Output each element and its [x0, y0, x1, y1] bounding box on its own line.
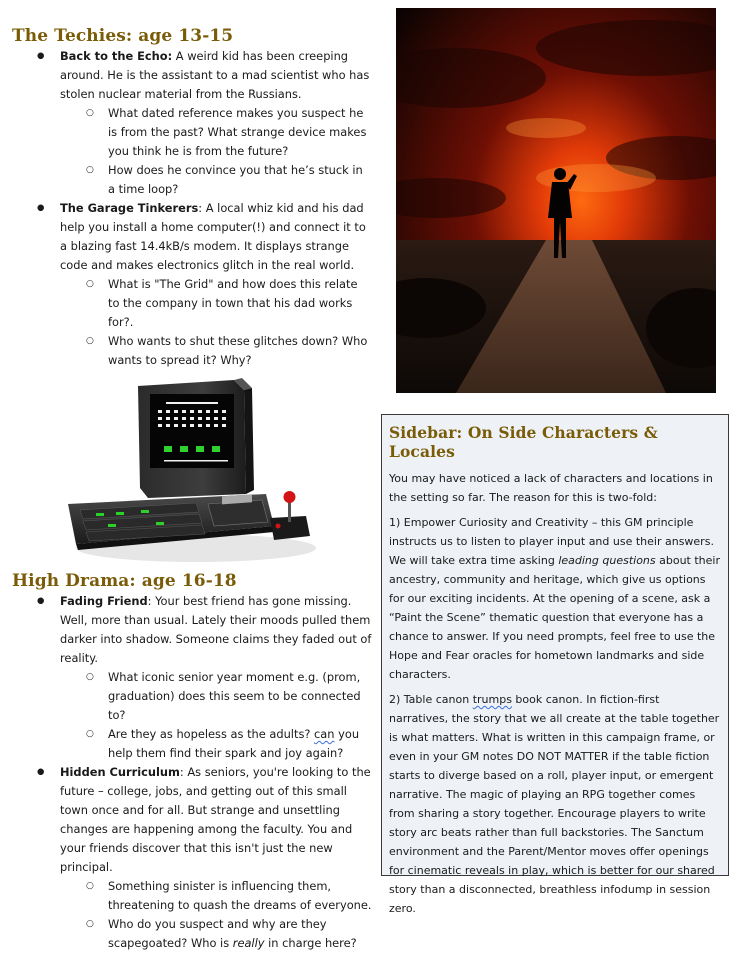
list-item	[12, 915, 372, 953]
item-title: Back to the Echo:	[60, 49, 173, 63]
spellcheck-word: can	[314, 727, 335, 741]
question-text: Are they as hopeless as the adults?	[108, 727, 315, 741]
section-title-techies: The Techies: age 13-15	[12, 26, 234, 46]
question-text: What is "The Grid" and how does this relate to the company in town that his dad works for?.	[108, 277, 358, 329]
red-sky-photo	[396, 8, 716, 393]
list-item	[12, 275, 372, 332]
question-text: How does he convince you that he’s stuck in a time loop?	[108, 163, 363, 196]
question-text: Who wants to shut these glitches down? Who wants to spread it? Why?	[108, 334, 368, 367]
question-text: you help them find their spark and joy again?	[108, 727, 360, 760]
item-text: A weird kid has been creeping around. He is the assistant to a mad scientist who has stolen nuclear material from the Russians.	[60, 49, 370, 101]
item-title: Hidden Curriculum	[60, 765, 180, 779]
spellcheck-word: trumps	[472, 693, 512, 706]
list-item	[12, 332, 372, 370]
list-item	[12, 592, 372, 668]
list-item	[12, 199, 372, 275]
question-text: in charge here?	[264, 936, 357, 950]
question-text: What iconic senior year moment e.g. (prom, graduation) does this seem to be connected to?	[108, 670, 361, 722]
man-standing-on-road-icon	[396, 8, 716, 393]
question-text: What dated reference makes you suspect he is from the past? What strange device makes you think he is from the future?	[108, 106, 367, 158]
sidebar-paragraph	[389, 690, 721, 918]
section-title-high-drama: High Drama: age 16-18	[12, 571, 237, 591]
sidebar-paragraph	[389, 513, 721, 684]
question-text: Who do you suspect and why are they scapegoated? Who is	[108, 917, 327, 950]
list-item	[12, 47, 372, 104]
retro-computer-icon	[56, 376, 316, 568]
techies-list	[12, 47, 372, 370]
list-item	[12, 668, 372, 725]
paragraph-text: 2) Table canon	[389, 693, 473, 706]
list-item	[12, 161, 372, 199]
paragraph-text: book canon. In fiction-first narratives, the story that we all create at the table together is what matters. What is written in this campaign frame, or even in your GM notes DO NOT MATTER if the table fiction starts to diverge based on a roll, player input, or emergent narrative. The magic of playing an RPG together comes from sharing a story together. Encourage players to write story arc beats rather than full backstories. The Sanctum environment and the Parent/Mentor moves offer openings for cinematic reveals in play, which is better for our shared story than a disconnected, breathless infodump in session zero.	[389, 693, 720, 915]
item-title: The Garage Tinkerers	[60, 201, 199, 215]
item-text: : As seniors, you're looking to the future – college, jobs, and getting out of this small town once and for all. But strange and unsettling changes are happening among the faculty. You and your friends discover that this isn't just the new principal.	[60, 765, 371, 874]
list-item	[12, 763, 372, 877]
question-text: Something sinister is influencing them, threatening to quash the dreams of everyone.	[108, 879, 372, 912]
item-text: : A local whiz kid and his dad help you install a home computer(!) and connect it to a blazing fast 14.4kB/s modem. It displays strange code and makes electronics glitch in the real world.	[60, 201, 366, 272]
item-title: Fading Friend	[60, 594, 148, 608]
item-text: : Your best friend has gone missing. Well, more than usual. Lately their moods pulled them darker into shadow. Someone claims they faded out of reality.	[60, 594, 372, 665]
drama-list	[12, 592, 372, 953]
paragraph-text: about their ancestry, community and heritage, which give us options for our exciting incidents. At the opening of a scene, ask a “Paint the Scene” thematic question that everyone has a chance to answer. If you need prompts, feel free to use the Hope and Fear oracles for hometown landmarks and side characters.	[389, 554, 720, 681]
list-item	[12, 104, 372, 161]
paragraph-text: 1) Empower Curiosity and Creativity – this GM principle instructs us to listen to player input and use their answers. We will take extra time asking	[389, 516, 714, 567]
sidebar-title: Sidebar: On Side Characters & Locales	[389, 423, 658, 461]
list-item	[12, 725, 372, 763]
retro-computer-image	[56, 376, 316, 568]
list-item	[12, 877, 372, 915]
sidebar-paragraph: You may have noticed a lack of characters and locations in the setting so far. The reason for this is two-fold:	[389, 472, 713, 504]
sidebar-box	[381, 414, 729, 915]
emphasis-text: leading questions	[558, 554, 656, 567]
emphasis-text: really	[232, 936, 265, 950]
